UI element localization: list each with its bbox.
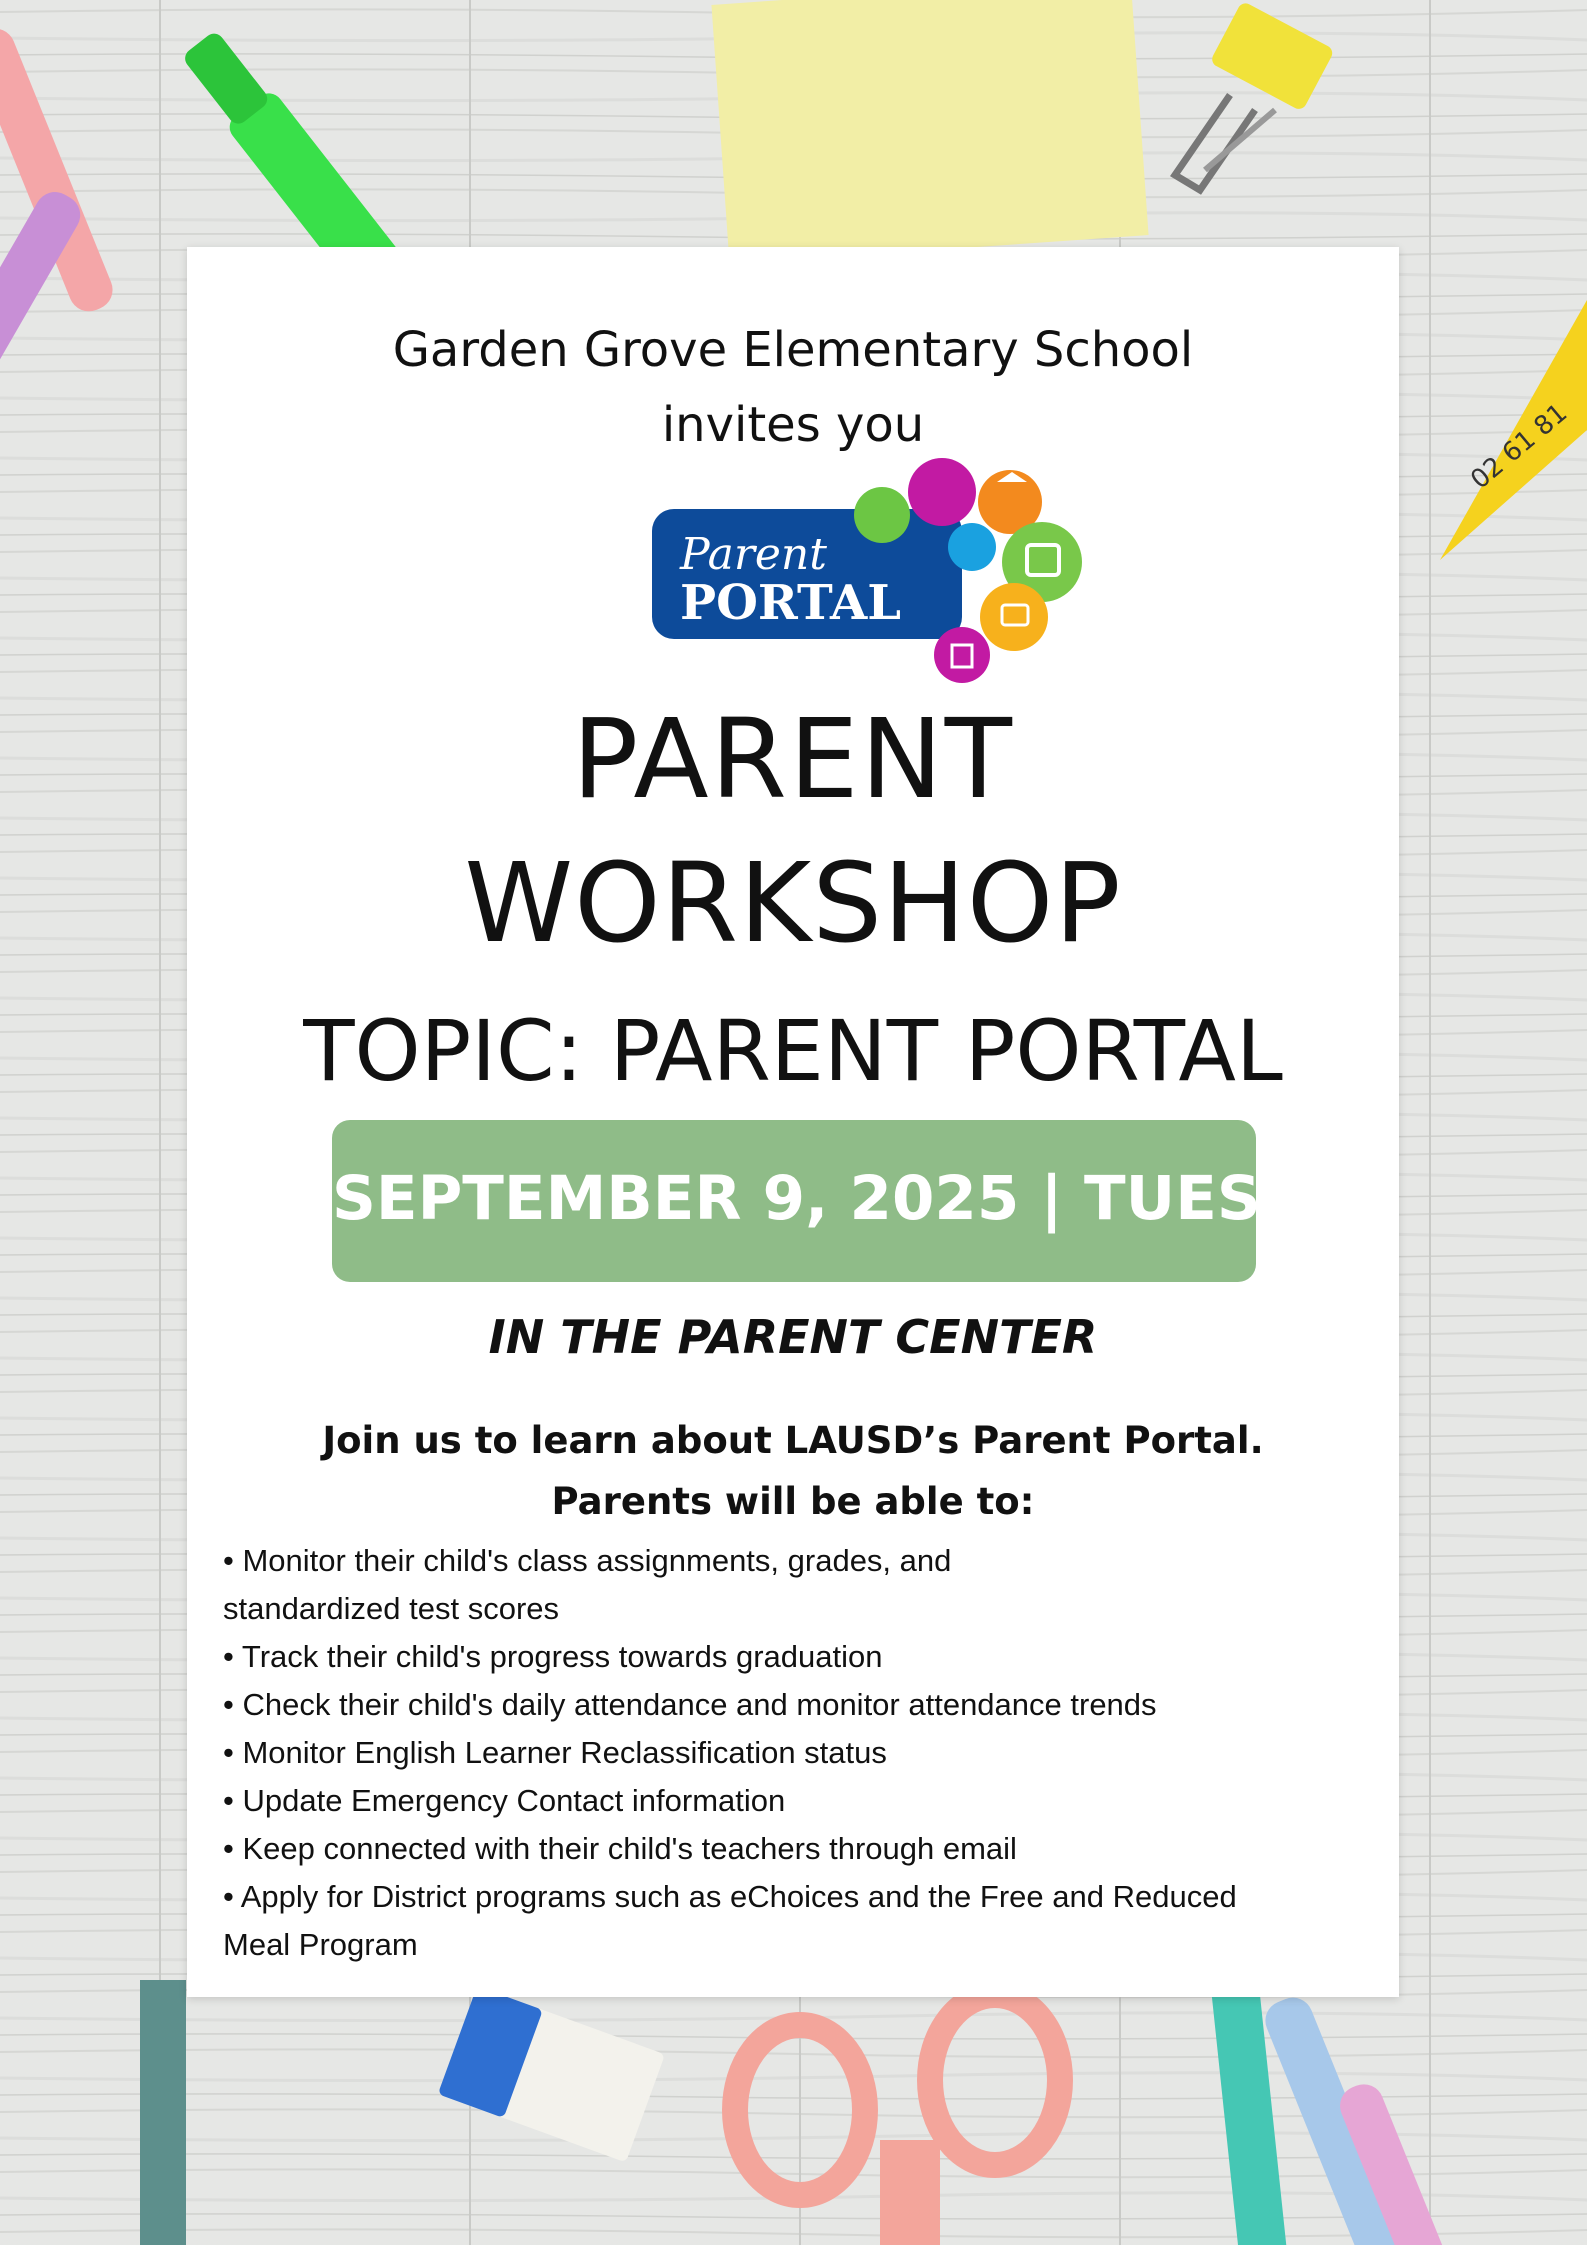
list-item: • Monitor their child's class assignments, grades, and (223, 1543, 952, 1578)
event-date: SEPTEMBER 9, 2025 | TUES (332, 1163, 1261, 1234)
people-icon (854, 487, 910, 543)
date-banner (332, 1120, 1261, 1282)
teacher-icon (908, 458, 976, 526)
report-icon (934, 627, 990, 683)
list-item: • Keep connected with their child's teachers through email (223, 1831, 1017, 1866)
list-item: • Track their child's progress towards graduation (223, 1639, 883, 1674)
ruler-ticks: 02 61 81 (1465, 397, 1574, 496)
list-item: • Check their child's daily attendance and monitor attendance trends (223, 1687, 1157, 1722)
list-item: • Apply for District programs such as eChoices and the Free and Reduced (223, 1879, 1237, 1914)
school-name: Garden Grove Elementary School (392, 322, 1194, 378)
list-item: • Update Emergency Contact information (223, 1783, 786, 1818)
title-parent: PARENT (572, 695, 1014, 823)
intro-line-2: Parents will be able to: (551, 1480, 1035, 1523)
list-item: Meal Program (223, 1927, 418, 1962)
benefits-list (223, 1537, 1383, 1969)
parent-portal-logo (642, 447, 1102, 692)
logo-word-parent: Parent (680, 529, 827, 580)
logo-word-portal: PORTAL (680, 575, 902, 631)
flyer-paper (187, 247, 1399, 1997)
list-item: • Monitor English Learner Reclassification status (223, 1735, 887, 1770)
wallet-icon (980, 583, 1048, 651)
intro-line-1: Join us to learn about LAUSD’s Parent Portal. (322, 1419, 1264, 1462)
event-location: IN THE PARENT CENTER (488, 1310, 1098, 1364)
topic-heading: TOPIC: PARENT PORTAL (303, 1002, 1283, 1100)
invites-text: invites you (661, 397, 925, 453)
question-icon (948, 523, 996, 571)
title-workshop: WORKSHOP (464, 839, 1122, 967)
list-item: standardized test scores (223, 1591, 560, 1626)
